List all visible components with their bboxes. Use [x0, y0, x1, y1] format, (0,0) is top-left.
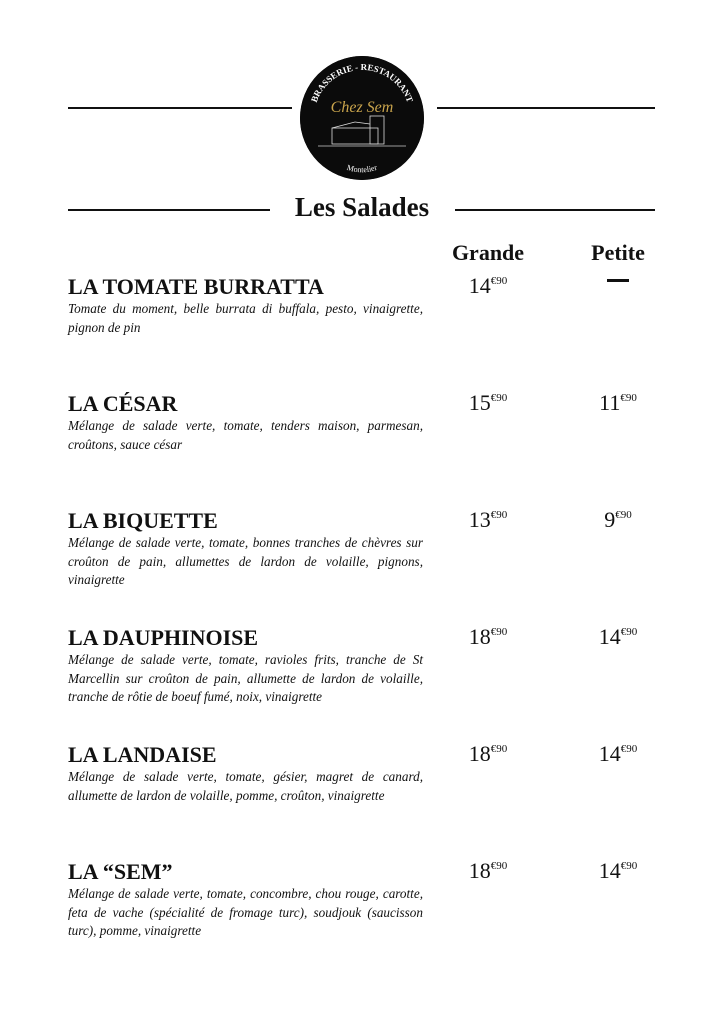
- column-header-grande: Grande: [451, 240, 525, 265]
- item-name: LA LANDAISE: [68, 742, 217, 767]
- price-cents: €90: [490, 743, 508, 755]
- svg-text:Chez Sem: Chez Sem: [330, 99, 394, 116]
- menu-item: [68, 391, 423, 462]
- restaurant-logo: [300, 56, 424, 180]
- price-value: 14: [598, 741, 621, 766]
- price-value: 14: [598, 624, 621, 649]
- item-description: Mélange de salade verte, tomate, ravioles frits, tranche de St Marcellin sur croûton de pain, allumette de lardon de volaille, tranche de rôtie de boeuf fumé, noix, vinaigrette: [68, 652, 423, 704]
- menu-row: [68, 625, 683, 742]
- item-description: Mélange de salade verte, tomate, gésier, magret de canard, allumette de lardon de volaille, pomme, croûton, vinaigrette: [68, 769, 423, 803]
- menu-row: [68, 508, 683, 625]
- price-petite: [553, 385, 683, 416]
- price-cents: €90: [490, 392, 508, 404]
- menu-row: [68, 274, 683, 391]
- price-cents: €90: [490, 275, 508, 287]
- price-value: 9: [604, 507, 616, 532]
- price-value: 11: [599, 390, 621, 415]
- price-cents: €90: [620, 626, 638, 638]
- price-cents: €90: [490, 509, 508, 521]
- price-value: 15: [468, 390, 491, 415]
- item-description: Mélange de salade verte, tomate, concombre, chou rouge, carotte, feta de vache (spécialité de fromage turc), soudjouk (saucisson turc), pomme, vinaigrette: [68, 886, 423, 938]
- menu-row: [68, 742, 683, 859]
- price-cents: €90: [620, 743, 638, 755]
- price-petite: [553, 502, 683, 533]
- svg-text:Montelier: Montelier: [345, 162, 379, 175]
- price-grande: [423, 268, 553, 299]
- price-petite: [553, 268, 683, 294]
- price-value: 18: [468, 624, 491, 649]
- section-title: Les Salades: [294, 192, 430, 222]
- item-description: Mélange de salade verte, tomate, bonnes tranches de chèvres sur croûton de pain, allumettes de lardon de volaille, pignons, vinaigrette: [68, 535, 423, 587]
- divider: [437, 107, 655, 109]
- menu-item: [68, 274, 423, 345]
- not-available-dash: [607, 279, 629, 282]
- price-value: 18: [468, 858, 491, 883]
- price-grande: [423, 619, 553, 650]
- price-grande: [423, 502, 553, 533]
- price-petite: [553, 853, 683, 884]
- column-header-petite: Petite: [591, 240, 645, 265]
- price-value: 18: [468, 741, 491, 766]
- price-grande: [423, 385, 553, 416]
- salad-list: [68, 274, 683, 976]
- price-cents: €90: [620, 392, 637, 404]
- item-name: LA TOMATE BURRATTA: [68, 274, 324, 299]
- divider: [68, 107, 292, 109]
- menu-row: [68, 859, 683, 976]
- item-name: LA BIQUETTE: [68, 508, 218, 533]
- price-cents: €90: [490, 626, 508, 638]
- menu-item: [68, 742, 423, 813]
- menu-item: [68, 859, 423, 949]
- price-value: 14: [468, 273, 491, 298]
- price-grande: [423, 736, 553, 767]
- menu-item: [68, 508, 423, 598]
- price-value: 14: [598, 858, 621, 883]
- menu-row: [68, 391, 683, 508]
- price-value: 13: [468, 507, 491, 532]
- item-description: Mélange de salade verte, tomate, tenders maison, parmesan, croûtons, sauce césar: [68, 418, 423, 452]
- menu-item: [68, 625, 423, 715]
- price-cents: €90: [615, 509, 632, 521]
- item-name: LA “SEM”: [68, 859, 173, 884]
- price-petite: [553, 619, 683, 650]
- price-cents: €90: [490, 860, 508, 872]
- price-cents: €90: [620, 860, 638, 872]
- item-description: Tomate du moment, belle burrata di buffala, pesto, vinaigrette, pignon de pin: [68, 301, 423, 335]
- svg-text:BRASSERIE - RESTAURANT: BRASSERIE - RESTAURANT: [308, 61, 416, 104]
- price-petite: [553, 736, 683, 767]
- price-grande: [423, 853, 553, 884]
- item-name: LA CÉSAR: [68, 391, 178, 416]
- item-name: LA DAUPHINOISE: [68, 625, 259, 650]
